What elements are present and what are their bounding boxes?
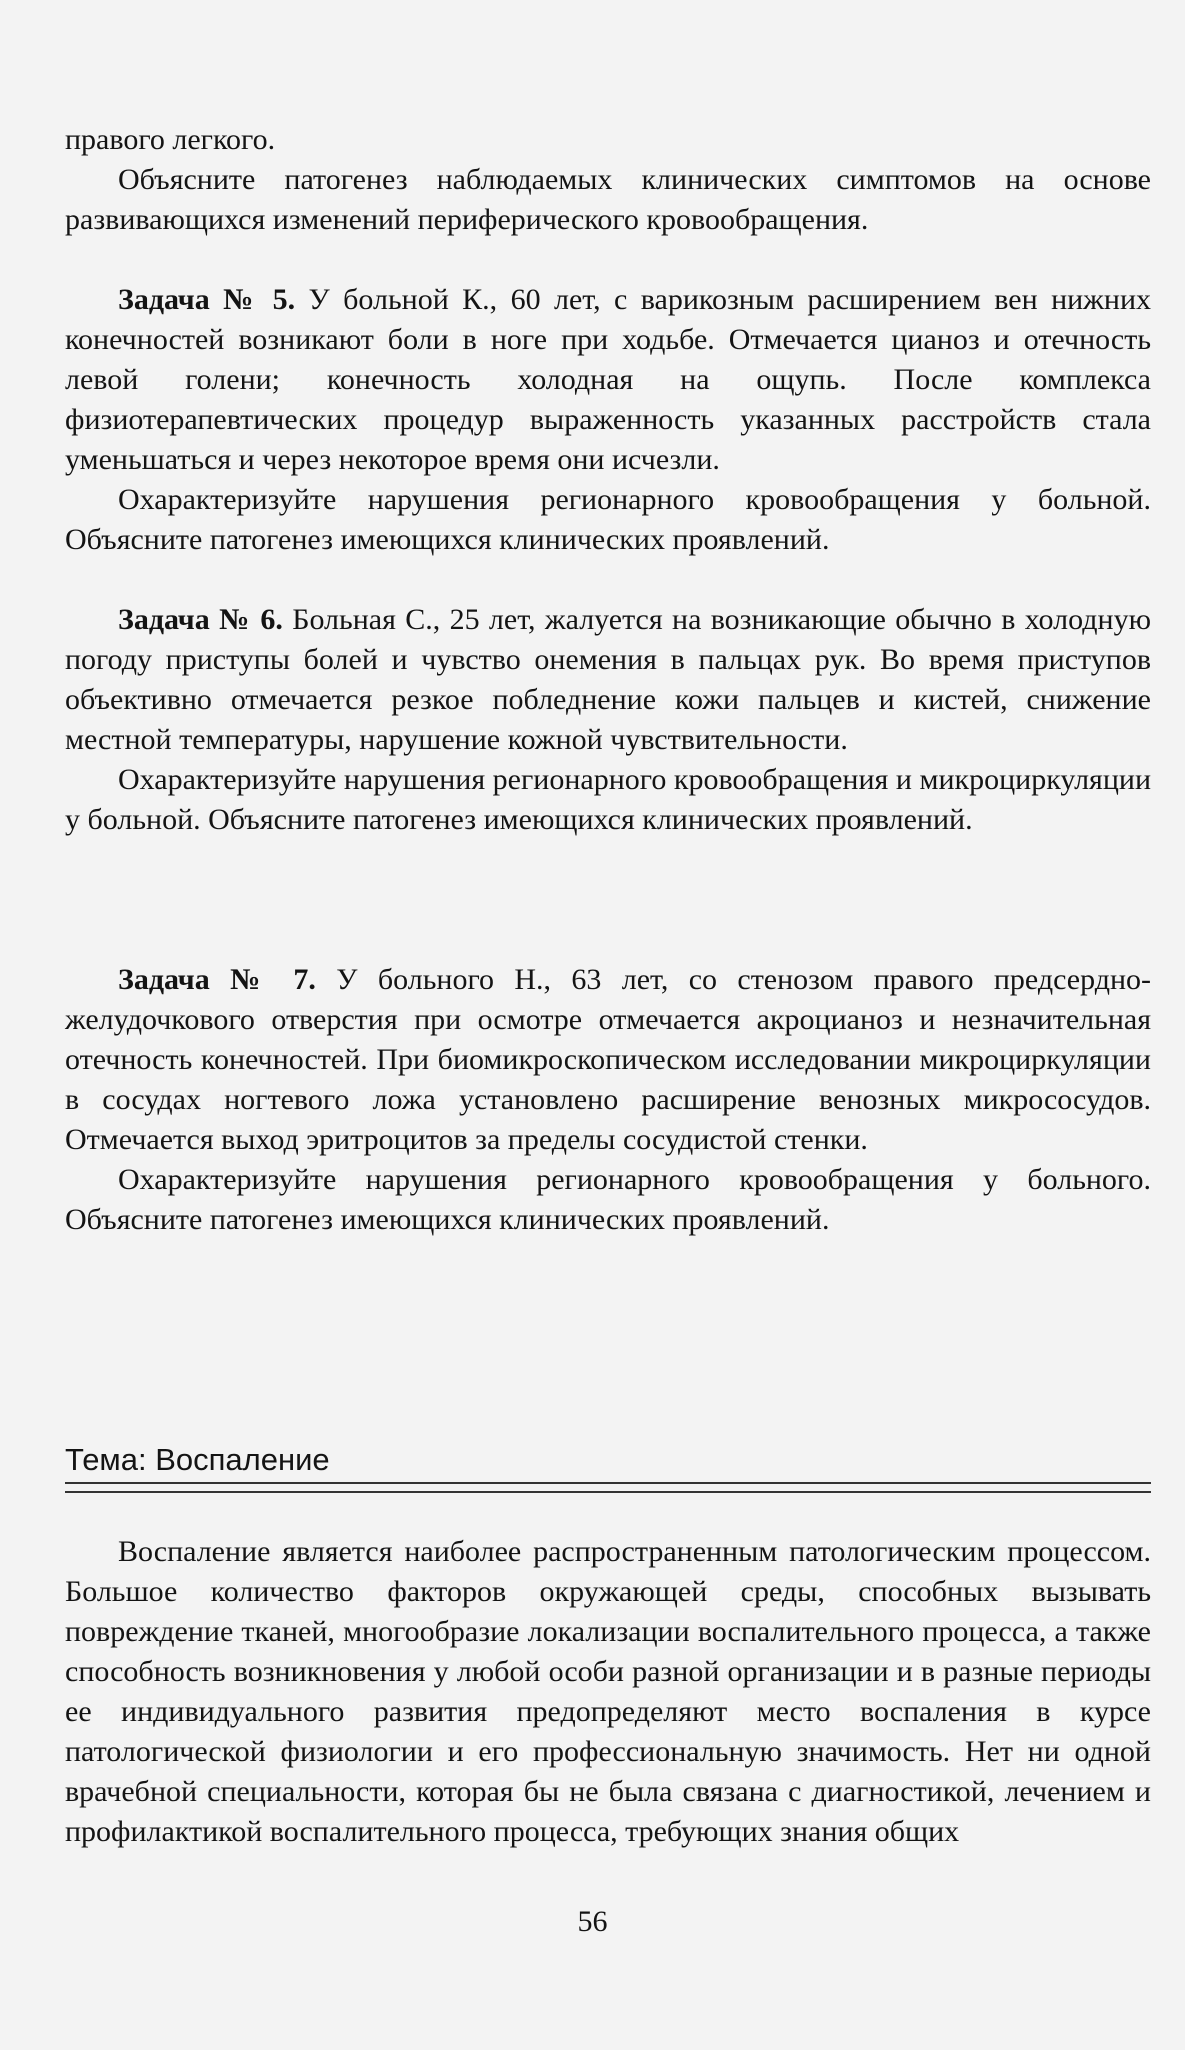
task-5-question: Охарактеризуйте нарушения регионарного кровообращения у больной. Объясните патогенез имеющихся клинических проявлений. [65, 483, 1151, 556]
topic-divider [65, 1482, 1151, 1493]
topic-header [65, 1440, 1151, 1493]
task-6-text: Больная С., 25 лет, жалуется на возникающие обычно в холодную погоду приступы болей и чувство онемения в пальцах рук. Во время приступов объективно отмечается резкое побледнение кожи пальцев и кистей, снижение местной температуры, нарушение кожной чувствительности. [65, 603, 1151, 756]
task-5-statement [65, 280, 1151, 480]
topic-title: Тема: Воспаление [65, 1442, 330, 1477]
continuation-text: правого легкого. [65, 123, 276, 156]
topic-intro-text: Воспаление является наиболее распространенным патологическим процессом. Большое количество факторов окружающей среды, способных вызывать повреждение тканей, многообразие локализации воспалительного процесса, а также способность возникновения у любой особи разной организации и в разные периоды ее индивидуального развития предопределяют место воспаления в курсе патологической физиологии и его профессиональную значимость. Нет ни одной врачебной специальности, которая бы не была связана с диагностикой, лечением и профилактикой воспалительного процесса, требующих знания общих [65, 1535, 1151, 1848]
task-6 [65, 600, 1151, 840]
previous-task-question: Объясните патогенез наблюдаемых клинических симптомов на основе развивающихся изменений периферического кровообращения. [65, 163, 1151, 236]
task-7-label: Задача № 7. [118, 963, 316, 996]
task-6-statement [65, 600, 1151, 760]
task-6-label: Задача № 6. [118, 603, 283, 636]
task-7-question: Охарактеризуйте нарушения регионарного кровообращения у больного. Объясните патогенез имеющихся клинических проявлений. [65, 1163, 1151, 1236]
task-7-text: У больного Н., 63 лет, со стенозом правого предсердно-желудочкового отверстия при осмотре отмечается акроцианоз и незначительная отечность конечностей. При биомикроскопическом исследовании микроциркуляции в сосудах ногтевого ложа установлено расширение венозных микрососудов. Отмечается выход эритроцитов за пределы сосудистой стенки. [65, 963, 1152, 1156]
task-6-question: Охарактеризуйте нарушения регионарного кровообращения и микроциркуляции у больной. Объясните патогенез имеющихся клинических проявлений. [65, 763, 1151, 836]
task-7-statement [65, 960, 1151, 1160]
page-number: 56 [577, 1905, 608, 1938]
task-7 [65, 960, 1151, 1240]
topic-intro [65, 1532, 1151, 1852]
previous-task-tail [65, 120, 1151, 240]
task-5-label: Задача № 5. [118, 283, 296, 316]
task-5 [65, 280, 1151, 560]
task-5-text: У больной К., 60 лет, с варикозным расширением вен нижних конечностей возникают боли в ноге при ходьбе. Отмечается цианоз и отечность левой голени; конечность холодная на ощупь. После комплекса физиотерапевтических процедур выраженность указанных расстройств стала уменьшаться и через некоторое время они исчезли. [65, 283, 1152, 476]
